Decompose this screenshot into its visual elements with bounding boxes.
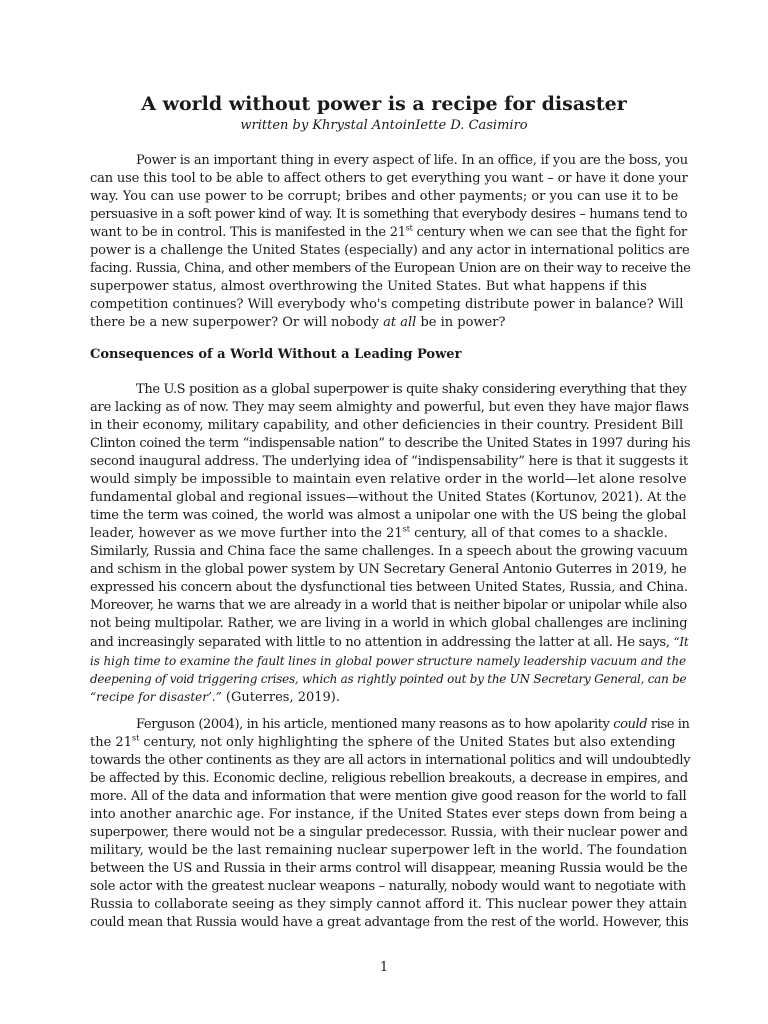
- text-line: [90, 688, 690, 707]
- paragraph-ferguson: [90, 716, 690, 932]
- document-title: A world without power is a recipe for disaster: [141, 93, 627, 115]
- text-run: and increasingly separated with little to no attention in addressing the latter at all. He says,: [90, 635, 674, 650]
- text-line: superpower status, almost overthrowing the United States. But what happens if this: [90, 279, 647, 294]
- superscript: st: [402, 524, 410, 534]
- text-line: The U.S position as a global superpower is quite shaky considering everything that they: [136, 382, 687, 397]
- text-line: [90, 314, 690, 332]
- text-line: military, would be the last remaining nuclear superpower left in the world. The foundation: [90, 843, 688, 858]
- text-line: [90, 734, 690, 752]
- text-line: can use this tool to be able to affect others to get everything you want – or have it done your: [90, 171, 688, 186]
- text-run: want to be in control. This is manifested in the 21: [90, 225, 406, 240]
- text-line: into another anarchic age. For instance, if the United States ever steps down from being a: [90, 807, 688, 822]
- text-line: Similarly, Russia and China face the same challenges. In a speech about the growing vacuum: [90, 544, 688, 559]
- text-run: rise in: [647, 717, 690, 732]
- text-line: between the US and Russia in their arms control will disappear, meaning Russia would be the: [90, 861, 688, 876]
- quote-text: “It: [673, 635, 689, 649]
- italic-emphasis: could: [613, 717, 648, 732]
- italic-emphasis: at all: [383, 315, 417, 330]
- text-line: in their economy, military capability, and other deficiencies in their country. President Bill: [90, 418, 684, 433]
- text-line: second inaugural address. The underlying idea of “indispensability” here is that it suggests it: [90, 454, 688, 469]
- text-line: [90, 224, 690, 242]
- text-run: century when we can see that the fight for: [412, 225, 688, 240]
- text-line: Clinton coined the term “indispensable nation” to describe the United States in 1997 during his: [90, 436, 691, 451]
- text-run: (Guterres, 2019).: [221, 690, 340, 705]
- text-line: competition continues? Will everybody who's competing distribute power in balance? Will: [90, 297, 684, 312]
- text-line: [90, 633, 690, 652]
- text-line: fundamental global and regional issues—without the United States (Kortunov, 2021). At the: [90, 490, 687, 505]
- text-line: not being multipolar. Rather, we are living in a world in which global challenges are inclining: [90, 616, 688, 631]
- text-line: towards the other continents as they are all actors in international politics and will undoubtedly: [90, 753, 691, 768]
- page-number: 1: [379, 960, 389, 975]
- text-line: time the term was coined, the world was almost a unipolar one with the US being the global: [90, 508, 687, 523]
- quote-line: is high time to examine the fault lines in global power structure namely leadership vacuum and the: [90, 654, 687, 668]
- text-line: [90, 525, 690, 543]
- text-line: expressed his concern about the dysfunctional ties between United States, Russia, and China.: [90, 580, 688, 595]
- text-line: [90, 716, 690, 734]
- text-line: persuasive in a soft power kind of way. It is something that everybody desires – humans tend to: [90, 207, 688, 222]
- text-run: the 21: [90, 735, 132, 750]
- text-run: be in power?: [416, 315, 506, 330]
- text-line: superpower, there would not be a singular predecessor. Russia, with their nuclear power and: [90, 825, 688, 840]
- text-line: be affected by this. Economic decline, religious rebellion breakouts, a decrease in empires, and: [90, 771, 688, 786]
- paragraph-intro: [90, 152, 690, 332]
- text-line: and schism in the global power system by UN Secretary General Antonio Guterres in 2019, he: [90, 562, 687, 577]
- paragraph-consequences: [90, 381, 690, 707]
- text-line: Power is an important thing in every aspect of life. In an office, if you are the boss, you: [136, 153, 688, 168]
- text-line: facing. Russia, China, and other members of the European Union are on their way to receive the: [90, 261, 691, 276]
- text-line: could mean that Russia would have a great advantage from the rest of the world. However, this: [90, 915, 689, 930]
- superscript: st: [405, 223, 413, 233]
- text-line: would simply be impossible to maintain even relative order in the world—let alone resolve: [90, 472, 687, 487]
- quote-text: “recipe for disaster’.”: [90, 690, 222, 704]
- text-run: Ferguson (2004), in his article, mentioned many reasons as to how apolarity: [136, 717, 614, 732]
- text-line: sole actor with the greatest nuclear weapons – naturally, nobody would want to negotiate with: [90, 879, 686, 894]
- text-run: century, all of that comes to a shackle.: [409, 526, 668, 541]
- quote-line: deepening of void triggering crises, which as rightly pointed out by the UN Secretary General, can be: [90, 672, 687, 686]
- text-line: are lacking as of now. They may seem almighty and powerful, but even they have major flaws: [90, 400, 689, 415]
- text-line: Russia to collaborate seeing as they simply cannot afford it. This nuclear power they attain: [90, 897, 687, 912]
- superscript: st: [131, 733, 140, 743]
- text-line: Moreover, he warns that we are already in a world that is neither bipolar or unipolar while also: [90, 598, 687, 613]
- text-line: way. You can use power to be corrupt; bribes and other payments; or you can use it to be: [90, 189, 679, 204]
- text-run: leader, however as we move further into the 21: [90, 526, 403, 541]
- section-heading: Consequences of a World Without a Leading Power: [90, 347, 462, 362]
- text-run: there be a new superpower? Or will nobody: [90, 315, 384, 330]
- author-byline: written by Khrystal AntoinIette D. Casimiro: [240, 118, 528, 133]
- text-run: century, not only highlighting the sphere of the United States but also extending: [139, 735, 676, 750]
- text-line: more. All of the data and information that were mention give good reason for the world to fall: [90, 789, 687, 804]
- text-line: power is a challenge the United States (especially) and any actor in international politics are: [90, 243, 690, 258]
